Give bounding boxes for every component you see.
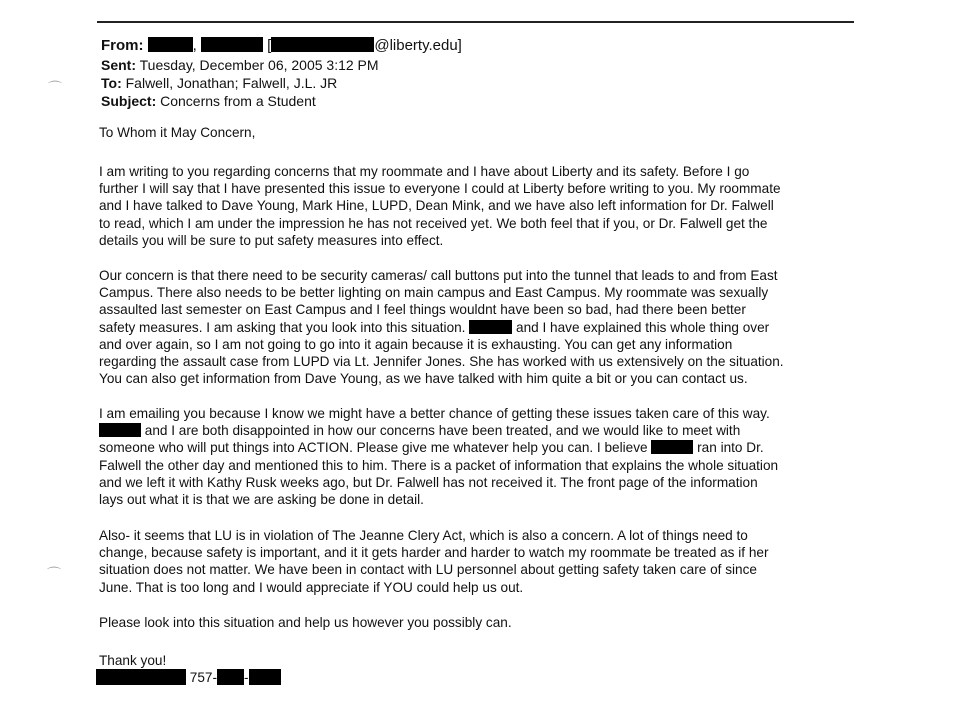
body-line: Falwell the other day and mentioned this to him. There is a packet of information that explains the whole situation: [99, 457, 779, 473]
redaction-bar: [217, 669, 244, 685]
body-paragraph-4: [99, 527, 859, 596]
body-text: ran into Dr.: [697, 440, 764, 456]
body-text: someone who will put things into ACTION. Please give me whatever help you can. I believe: [99, 440, 648, 456]
body-paragraph-3: [99, 405, 859, 508]
body-line: I am emailing you because I know we might have a better chance of getting these issues taken care of this way.: [99, 406, 770, 421]
greeting-text: To Whom it May Concern,: [99, 125, 256, 140]
subject-value: Concerns from a Student: [160, 93, 316, 109]
body-text: and I have explained this whole thing over: [516, 319, 770, 335]
body-line: and I have talked to Dave Young, Mark Hine, LUPD, Dean Mink, and we have also left information for Dr. Falwell: [99, 198, 774, 214]
body-line: to read, which I am under the impression he has not received yet. We both feel that if you, or Dr. Falwell get the: [99, 215, 768, 231]
body-line: You can also get information from Dave Young, as we have talked with him quite a bit or you can contact us.: [99, 371, 748, 387]
body-line: [99, 439, 859, 456]
redaction-bar: [148, 37, 193, 52]
body-line: change, because safety is important, and it it gets harder and harder to watch my roommate be treated as if her: [99, 545, 769, 561]
from-label: From:: [101, 37, 144, 54]
header-divider-line: [97, 21, 854, 23]
signature-line: [96, 669, 281, 686]
punch-hole-mark-icon: ⌒: [48, 81, 62, 97]
body-line: [99, 422, 859, 439]
body-line: Our concern is that there need to be security cameras/ call buttons put into the tunnel that leads to and from East: [99, 268, 778, 283]
body-line: [99, 319, 859, 336]
body-text: and I are both disappointed in how our concerns have been treated, and we would like to meet with: [144, 423, 741, 439]
body-line: Campus. There also needs to be better lighting on main campus and East Campus. My roommate was sexually: [99, 285, 769, 301]
body-line: and over again, so I am not going to go into it again because it is exhausting. You can get any information: [99, 336, 733, 352]
redaction-bar: [201, 37, 263, 52]
punch-hole-mark-icon: ⌒: [47, 567, 61, 583]
body-line: regarding the assault case from LUPD via Lt. Jennifer Jones. She has worked with us extensively on the situation.: [99, 354, 784, 370]
to-label: To:: [101, 75, 122, 91]
sent-label: Sent:: [101, 57, 136, 73]
redaction-bar: [651, 440, 693, 454]
body-line: situation does not matter. We have been in contact with LU personnel about getting safety taken care of since: [99, 562, 757, 578]
body-text: safety measures. I am asking that you look into this situation.: [99, 319, 466, 335]
phone-dash: -: [244, 670, 249, 685]
phone-prefix: 757-: [189, 670, 217, 685]
body-paragraph-5: [99, 614, 859, 631]
redaction-bar: [271, 37, 374, 52]
sent-value: Tuesday, December 06, 2005 3:12 PM: [139, 57, 379, 73]
from-line: From: , [ @liberty.edu]: [101, 37, 462, 54]
body-paragraph-1: [99, 163, 859, 249]
redaction-bar: [249, 669, 281, 685]
body-line: details you will be sure to put safety measures into effect.: [99, 232, 444, 248]
body-line: assaulted last semester on East Campus and I feel things wouldnt have been so bad, had there been better: [99, 302, 746, 318]
sent-line: [101, 56, 379, 74]
body-line: further I will say that I have presented this issue to everyone I could at Liberty before writing to you. My roommate: [99, 181, 781, 197]
closing-text: Thank you!: [99, 653, 167, 668]
body-line: lays out what it is that we are asking be done in detail.: [99, 492, 424, 508]
redaction-bar: [469, 320, 512, 334]
greeting: [99, 124, 859, 141]
body-line: I am writing to you regarding concerns that my roommate and I have about Liberty and its safety. Before I go: [99, 164, 750, 179]
from-email-domain: @liberty.edu]: [374, 37, 462, 54]
body-line: Also- it seems that LU is in violation of The Jeanne Clery Act, which is also a concern. A lot of things need to: [99, 528, 748, 543]
body-paragraph-2: [99, 267, 859, 387]
subject-label: Subject:: [101, 93, 157, 109]
body-line: Please look into this situation and help us however you possibly can.: [99, 615, 512, 630]
redaction-bar: [96, 669, 186, 685]
closing: [99, 652, 859, 669]
to-line: [101, 74, 337, 92]
body-line: June. That is too long and I would appreciate if YOU could help us out.: [99, 579, 524, 595]
redaction-bar: [99, 423, 141, 437]
to-value: Falwell, Jonathan; Falwell, J.L. JR: [125, 75, 338, 91]
subject-line: [101, 92, 316, 110]
body-line: and we left it with Kathy Rusk weeks ago, but Dr. Falwell has not received it. The front page of the information: [99, 474, 758, 490]
